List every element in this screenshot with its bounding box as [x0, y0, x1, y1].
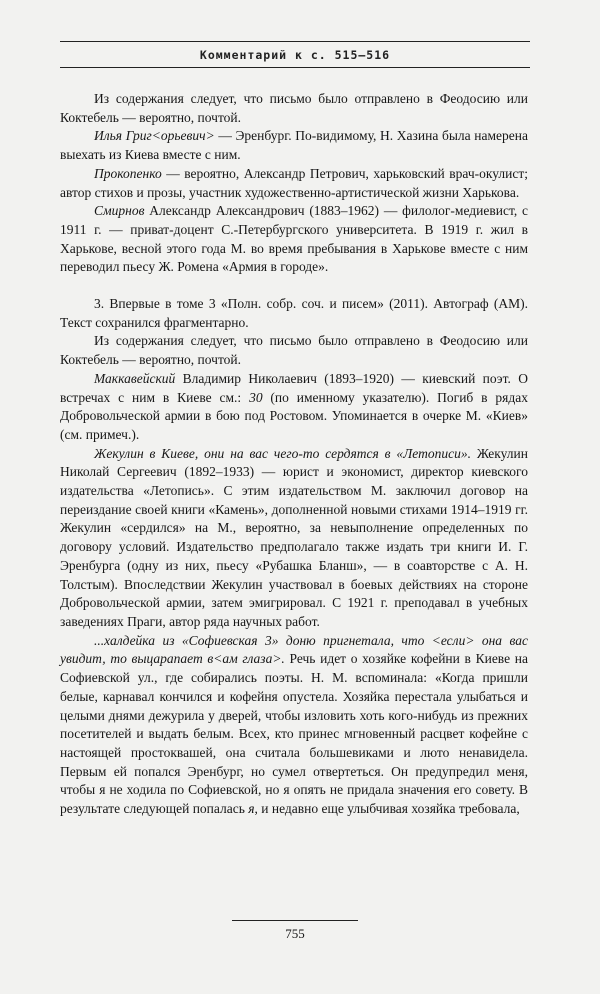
italic-run: Маккавейский: [94, 370, 176, 386]
text-run: Речь идет о хозяйке кофейни в Киеве на Софиевской ул., где собирались поэты. Н. М. вспоминала: «Когда пришли белые, карнавал кончился и кофейня опустела. Хозяйка перестала улыбаться и целыми днями дежурила у дверей, чтобы изловить хоть кого-нибудь из прежних посетителей и выдать белым. Всех, кто принес мгновенный расцвет кофейне с настоящей простоквашей, она считала большевиками и люто ненавидела. Первым ей попался Эренбург, но сумел отвертеться. Он предупредил меня, чтобы я не ходила по Софиевской, но я опять не придала значения его совету. В результате следующей попалась: [60, 651, 528, 817]
paragraph: [60, 90, 528, 127]
text-run: 3. Впервые в томе 3 «Полн. собр. соч. и писем» (2011). Автограф (АМ). Текст сохранился фрагментарно.: [60, 296, 528, 330]
text-run: — вероятно, Александр Петрович, харьковский врач-окулист; автор стихов и прозы, участник художественно-артистической жизни Харькова.: [60, 165, 528, 200]
text-run: — Эренбург. По-видимому, Н. Хазина была намерена выехать из Киева вместе с ним.: [60, 128, 529, 163]
text-run: Из содержания следует, что письмо было отправлено в Феодосию или Коктебель — вероятно, почтой.: [60, 333, 528, 368]
paragraph: [60, 370, 528, 445]
italic-run: Прокопенко: [94, 165, 162, 181]
page-number: 755: [285, 926, 305, 941]
text-run: Александр Александрович (1883–1962) — филолог-медиевист, с 1911 г. — приват-доцент С.-Петербургского университета. В 1919 г. жил в Харькове, весной этого года М. во время пребывания в Харькове вместе с ним переводил пьесу Ж. Ромена «Армия в городе».: [60, 203, 528, 275]
italic-run: Жекулин в Киеве, они на вас чего-то сердятся в «Летописи».: [94, 445, 471, 461]
italic-run: Илья Григ<орьевич>: [94, 128, 215, 144]
text-run: Жекулин Николай Сергеевич (1892–1933) — юрист и экономист, директор киевского издательства «Летопись». С этим издательством М. заключил договор на переиздание своей книги «Камень», дополненной новыми стихами 1914–1919 гг. Жекулин «сердился» на М., вероятно, за невыполнение определенных по договору условий. Издательство предполагало также издать три книги И. Г. Эренбурга (одну из них, пьесу «Рубашка Бланш», — в соавторстве с А. Н. Толстым). Впоследствии Жекулин участвовал в боевых действиях на стороне Добровольческой армии, затем эмигрировал. С 1921 г. преподавал в учебных заведениях Праги, автор ряда научных работ.: [60, 445, 528, 629]
italic-run: Смирнов: [94, 203, 145, 219]
text-run: , и недавно еще улыбчивая хозяйка требовала,: [254, 801, 520, 817]
text-run: (по именному указателю). Погиб в рядах Добровольческой армии в бою под Ростовом. Упоминается в очерке М. «Киев» (см. примеч.).: [60, 389, 528, 442]
italic-run: ...халдейка из «Софиевская 3» доню пригнетала, что <если> она вас увидит, то выцарапает в<ам глаза>.: [60, 632, 528, 667]
paragraph: [60, 445, 528, 632]
paragraph: [60, 202, 528, 277]
italic-run: я: [248, 801, 255, 817]
paragraph: [60, 332, 528, 369]
footer-rule: [232, 920, 358, 921]
commentary-text: [60, 90, 528, 819]
paragraph: [60, 165, 528, 202]
paragraph: [60, 632, 528, 819]
paragraph: [60, 295, 528, 332]
header-rule-bottom: [60, 67, 530, 68]
header-rule-top: [60, 41, 530, 42]
paragraph: [60, 127, 528, 164]
italic-run: 30: [249, 389, 263, 405]
running-head: Комментарий к с. 515–516: [199, 48, 391, 62]
text-run: Владимир Николаевич (1893–1920) — киевский поэт. О встречах с ним в Киеве см.:: [60, 370, 528, 405]
text-run: Из содержания следует, что письмо было отправлено в Феодосию или Коктебель — вероятно, почтой.: [60, 91, 528, 125]
